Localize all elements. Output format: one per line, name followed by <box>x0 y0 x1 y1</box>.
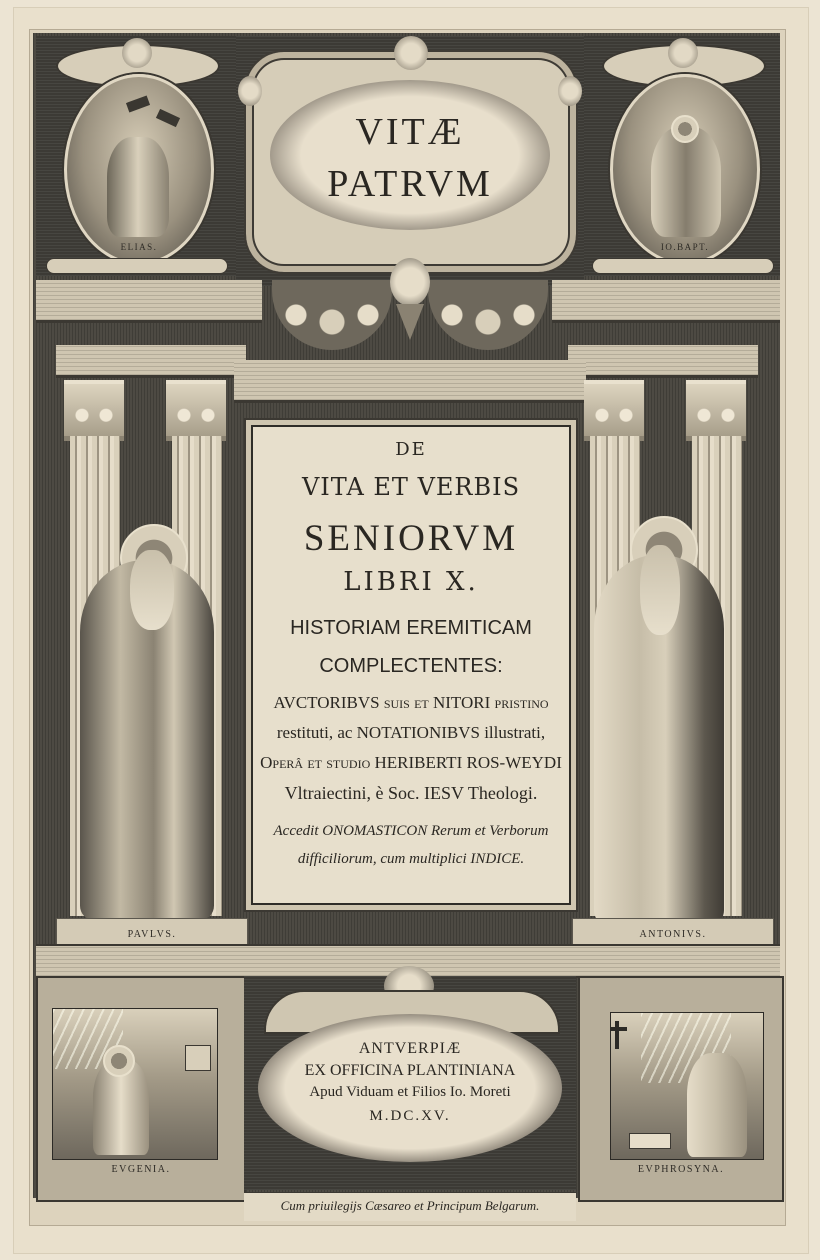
cross-icon <box>615 1021 619 1049</box>
beard <box>130 550 174 630</box>
antonius-label: ANTONIVS. <box>639 929 707 940</box>
chapel-icon <box>185 1045 211 1071</box>
euphrosyna-scene <box>610 1012 764 1160</box>
title-panel <box>251 425 571 905</box>
title-panel-line: SENIORVM <box>303 518 519 559</box>
imprint-area <box>244 976 576 1190</box>
cornice-left <box>56 345 246 378</box>
paulus-label: PAVLVS. <box>127 929 177 940</box>
raven-icon <box>126 96 150 113</box>
corinthian-capital <box>64 380 124 441</box>
open-book-icon <box>629 1133 671 1149</box>
pedestal-right <box>572 918 774 946</box>
central-lintel <box>234 360 586 403</box>
imprint-line: ANTVERPIÆ <box>358 1040 462 1057</box>
title-oval <box>270 80 550 230</box>
imprint-line: M.DC.XV. <box>369 1108 451 1124</box>
corinthian-capital <box>166 380 226 441</box>
cornice-right <box>568 345 758 378</box>
title-line-1: VITÆ <box>355 111 465 153</box>
john-baptist-figure <box>651 127 721 237</box>
entablature-right <box>552 280 780 323</box>
mask-head-icon <box>238 76 262 106</box>
imprint-line: Apud Viduam et Filios Io. Moreti <box>309 1084 511 1100</box>
privilege-text: Cum priuilegijs Cæsareo et Principum Belgarum. <box>280 1198 540 1213</box>
cherub-head-icon <box>668 38 698 68</box>
euphrosyna-label: EVPHROSYNA. <box>637 1164 725 1175</box>
title-panel-line: Vltraiectini, è Soc. IESV Theologi. <box>284 783 538 803</box>
entablature-left <box>36 280 262 323</box>
cherub-head-icon <box>122 38 152 68</box>
beard <box>640 545 680 635</box>
title-cartouche-area <box>236 36 584 286</box>
elias-label: ELIAS. <box>120 242 158 252</box>
title-panel-line: Operâ et studio HERIBERTI ROS-WEYDI <box>260 753 562 772</box>
elias-figure <box>107 137 169 237</box>
cherub-head-icon <box>390 258 430 306</box>
title-panel-line: HISTORIAM EREMITICAM <box>290 617 532 639</box>
title-panel-line: COMPLECTENTES: <box>319 655 503 677</box>
cross-bar <box>610 1027 627 1031</box>
privilege-strip <box>244 1192 576 1221</box>
title-panel-line: AVCTORIBVS suis et NITORI pristino <box>273 693 549 712</box>
john-baptist-label: IO.BAPT. <box>660 242 710 252</box>
title-panel-line: VITA ET VERBIS <box>301 473 521 501</box>
cherub-head-icon <box>394 36 428 70</box>
eugenia-label: EVGENIA. <box>111 1164 171 1175</box>
lower-left-panel <box>36 976 246 1202</box>
lower-right-panel <box>578 976 784 1202</box>
scroll-base <box>46 258 228 274</box>
top-right-ornament <box>584 36 780 276</box>
john-baptist-medallion <box>610 74 760 265</box>
eugenia-scene <box>52 1008 218 1160</box>
title-line-2: PATRVM <box>327 163 493 205</box>
elias-medallion <box>64 74 214 265</box>
raven-icon <box>156 109 180 127</box>
title-panel-line: difficiliorum, cum multiplici INDICE. <box>297 851 525 867</box>
scroll-base <box>592 258 774 274</box>
title-panel-line: restituti, ac NOTATIONIBVS illustrati, <box>276 723 546 742</box>
pedestal-left <box>56 918 248 946</box>
title-panel-line: DE <box>395 439 427 460</box>
imprint-line: EX OFFICINA PLANTINIANA <box>304 1062 516 1079</box>
corinthian-capital <box>686 380 746 441</box>
euphrosyna-figure <box>687 1053 747 1157</box>
imprint-oval <box>258 1014 562 1162</box>
title-panel-line: Accedit ONOMASTICON Rerum et Verborum <box>273 823 549 839</box>
title-panel-line: LIBRI X. <box>343 567 479 597</box>
halo-icon <box>103 1045 135 1077</box>
halo-icon <box>671 115 699 143</box>
mask-head-icon <box>558 76 582 106</box>
top-left-ornament <box>36 36 236 276</box>
corinthian-capital <box>584 380 644 441</box>
